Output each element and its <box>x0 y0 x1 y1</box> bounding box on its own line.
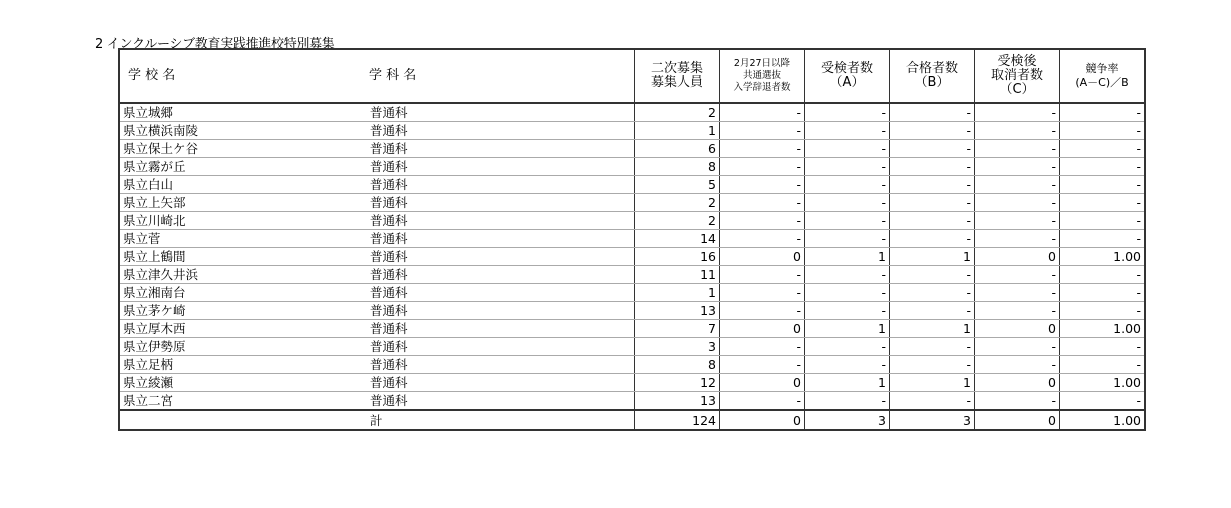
cancelled-cell: - <box>975 356 1060 374</box>
ratio-cell: 1.00 <box>1060 248 1146 266</box>
cancelled-cell: - <box>975 194 1060 212</box>
cancelled-cell: - <box>975 176 1060 194</box>
table-row <box>119 176 1145 194</box>
quota-cell: 13 <box>635 392 720 411</box>
dept-name-cell: 普通科 <box>366 158 635 176</box>
school-name-cell: 県立津久井浜 <box>119 266 366 284</box>
applicants-cell: - <box>805 122 890 140</box>
ratio-cell: - <box>1060 194 1146 212</box>
quota-cell: 2 <box>635 212 720 230</box>
applicants-cell: - <box>805 356 890 374</box>
withdrawn-cell: - <box>720 103 805 122</box>
ratio-cell: - <box>1060 266 1146 284</box>
applicants-cell: - <box>805 230 890 248</box>
ratio-cell: - <box>1060 338 1146 356</box>
school-name-cell: 県立上鶴間 <box>119 248 366 266</box>
table-row <box>119 302 1145 320</box>
applicants-cell: 1 <box>805 374 890 392</box>
cancelled-cell: - <box>975 158 1060 176</box>
total-cell: 0 <box>975 410 1060 430</box>
applicants-cell: - <box>805 158 890 176</box>
quota-cell: 14 <box>635 230 720 248</box>
withdrawn-cell: - <box>720 140 805 158</box>
table-row <box>119 103 1145 122</box>
cancelled-cell: 0 <box>975 248 1060 266</box>
applicants-cell: - <box>805 194 890 212</box>
withdrawn-cell: - <box>720 176 805 194</box>
school-name-cell: 県立綾瀬 <box>119 374 366 392</box>
quota-cell: 12 <box>635 374 720 392</box>
total-cell: 0 <box>720 410 805 430</box>
passed-cell: - <box>890 302 975 320</box>
quota-cell: 2 <box>635 103 720 122</box>
dept-name-cell: 普通科 <box>366 212 635 230</box>
withdrawn-cell: 0 <box>720 374 805 392</box>
passed-cell: - <box>890 230 975 248</box>
table-row <box>119 284 1145 302</box>
table-row <box>119 320 1145 338</box>
quota-cell: 6 <box>635 140 720 158</box>
school-name-cell: 県立伊勢原 <box>119 338 366 356</box>
ratio-cell: - <box>1060 230 1146 248</box>
cancelled-cell: - <box>975 392 1060 411</box>
total-row <box>119 410 1145 430</box>
withdrawn-cell: 0 <box>720 320 805 338</box>
table-row <box>119 194 1145 212</box>
table-row <box>119 392 1145 411</box>
school-name-cell: 県立湘南台 <box>119 284 366 302</box>
withdrawn-cell: - <box>720 194 805 212</box>
withdrawn-cell: - <box>720 266 805 284</box>
cancelled-cell: - <box>975 302 1060 320</box>
ratio-cell: - <box>1060 176 1146 194</box>
table-row <box>119 374 1145 392</box>
total-cell: 124 <box>635 410 720 430</box>
withdrawn-cell: - <box>720 158 805 176</box>
applicants-cell: - <box>805 284 890 302</box>
table-row <box>119 356 1145 374</box>
table-row <box>119 230 1145 248</box>
table-row <box>119 266 1145 284</box>
dept-name-cell: 普通科 <box>366 140 635 158</box>
quota-cell: 5 <box>635 176 720 194</box>
cancelled-cell: - <box>975 266 1060 284</box>
applicants-cell: - <box>805 392 890 411</box>
school-name-cell: 県立茅ケ崎 <box>119 302 366 320</box>
header-passed: 合格者数 （B） <box>890 49 975 103</box>
dept-name-cell: 普通科 <box>366 392 635 411</box>
total-cell: 3 <box>805 410 890 430</box>
dept-name-cell: 普通科 <box>366 176 635 194</box>
applicants-cell: 1 <box>805 320 890 338</box>
dept-name-cell: 普通科 <box>366 248 635 266</box>
cancelled-cell: 0 <box>975 320 1060 338</box>
applicants-cell: - <box>805 176 890 194</box>
school-name-cell: 県立保土ケ谷 <box>119 140 366 158</box>
ratio-cell: - <box>1060 302 1146 320</box>
dept-name-cell: 普通科 <box>366 374 635 392</box>
dept-name-cell: 普通科 <box>366 338 635 356</box>
passed-cell: - <box>890 284 975 302</box>
dept-name-cell: 普通科 <box>366 356 635 374</box>
quota-cell: 13 <box>635 302 720 320</box>
school-name-cell: 県立白山 <box>119 176 366 194</box>
ratio-cell: - <box>1060 356 1146 374</box>
header-row <box>119 49 1145 103</box>
applicants-cell: - <box>805 140 890 158</box>
passed-cell: - <box>890 194 975 212</box>
passed-cell: - <box>890 176 975 194</box>
applicants-cell: - <box>805 302 890 320</box>
cancelled-cell: - <box>975 212 1060 230</box>
table-row <box>119 158 1145 176</box>
header-applicants: 受検者数 （A） <box>805 49 890 103</box>
table-row <box>119 122 1145 140</box>
header-cancelled: 受検後 取消者数 （C） <box>975 49 1060 103</box>
withdrawn-cell: - <box>720 230 805 248</box>
school-name-cell: 県立上矢部 <box>119 194 366 212</box>
school-name-cell: 県立川崎北 <box>119 212 366 230</box>
school-name-cell: 県立霧が丘 <box>119 158 366 176</box>
applicants-cell: - <box>805 103 890 122</box>
dept-name-cell: 普通科 <box>366 122 635 140</box>
cancelled-cell: - <box>975 103 1060 122</box>
quota-cell: 11 <box>635 266 720 284</box>
withdrawn-cell: - <box>720 338 805 356</box>
passed-cell: - <box>890 122 975 140</box>
withdrawn-cell: - <box>720 302 805 320</box>
dept-name-cell: 普通科 <box>366 103 635 122</box>
header-dept: 学 科 名 <box>366 49 635 103</box>
table-row <box>119 338 1145 356</box>
passed-cell: - <box>890 158 975 176</box>
applicants-cell: - <box>805 212 890 230</box>
passed-cell: - <box>890 140 975 158</box>
passed-cell: 1 <box>890 248 975 266</box>
dept-name-cell: 普通科 <box>366 194 635 212</box>
header-ratio: 競争率 (A－C)／B <box>1060 49 1146 103</box>
quota-cell: 7 <box>635 320 720 338</box>
quota-cell: 16 <box>635 248 720 266</box>
table-row <box>119 140 1145 158</box>
withdrawn-cell: - <box>720 356 805 374</box>
school-name-cell: 県立菅 <box>119 230 366 248</box>
school-name-cell: 県立足柄 <box>119 356 366 374</box>
total-cell: 3 <box>890 410 975 430</box>
cancelled-cell: - <box>975 284 1060 302</box>
cancelled-cell: - <box>975 338 1060 356</box>
ratio-cell: - <box>1060 140 1146 158</box>
quota-cell: 8 <box>635 356 720 374</box>
quota-cell: 8 <box>635 158 720 176</box>
ratio-cell: - <box>1060 212 1146 230</box>
header-withdrawn: 2月27日以降 共通選抜 入学辞退者数 <box>720 49 805 103</box>
total-label: 計 <box>366 410 635 430</box>
school-name-cell: 県立二宮 <box>119 392 366 411</box>
withdrawn-cell: - <box>720 212 805 230</box>
cancelled-cell: 0 <box>975 374 1060 392</box>
passed-cell: - <box>890 338 975 356</box>
withdrawn-cell: - <box>720 284 805 302</box>
applicants-cell: 1 <box>805 248 890 266</box>
quota-cell: 3 <box>635 338 720 356</box>
cancelled-cell: - <box>975 140 1060 158</box>
quota-cell: 2 <box>635 194 720 212</box>
quota-cell: 1 <box>635 284 720 302</box>
cancelled-cell: - <box>975 122 1060 140</box>
dept-name-cell: 普通科 <box>366 284 635 302</box>
table-row <box>119 212 1145 230</box>
dept-name-cell: 普通科 <box>366 320 635 338</box>
cancelled-cell: - <box>975 230 1060 248</box>
header-quota: 二次募集 募集人員 <box>635 49 720 103</box>
applicants-cell: - <box>805 338 890 356</box>
ratio-cell: - <box>1060 158 1146 176</box>
dept-name-cell: 普通科 <box>366 266 635 284</box>
total-cell: 1.00 <box>1060 410 1146 430</box>
passed-cell: - <box>890 266 975 284</box>
passed-cell: - <box>890 356 975 374</box>
passed-cell: 1 <box>890 374 975 392</box>
school-name-cell: 県立横浜南陵 <box>119 122 366 140</box>
school-name-cell: 県立厚木西 <box>119 320 366 338</box>
ratio-cell: - <box>1060 392 1146 411</box>
ratio-cell: - <box>1060 122 1146 140</box>
school-name-cell: 県立城郷 <box>119 103 366 122</box>
ratio-cell: 1.00 <box>1060 320 1146 338</box>
ratio-cell: 1.00 <box>1060 374 1146 392</box>
header-school: 学 校 名 <box>119 49 366 103</box>
ratio-cell: - <box>1060 284 1146 302</box>
section-title: 2 インクルーシブ教育実践推進校特別募集 <box>95 37 335 52</box>
applicants-cell: - <box>805 266 890 284</box>
passed-cell: - <box>890 392 975 411</box>
dept-name-cell: 普通科 <box>366 230 635 248</box>
withdrawn-cell: 0 <box>720 248 805 266</box>
dept-name-cell: 普通科 <box>366 302 635 320</box>
passed-cell: - <box>890 103 975 122</box>
passed-cell: 1 <box>890 320 975 338</box>
ratio-cell: - <box>1060 103 1146 122</box>
recruitment-table <box>118 48 1146 431</box>
withdrawn-cell: - <box>720 122 805 140</box>
table-row <box>119 248 1145 266</box>
passed-cell: - <box>890 212 975 230</box>
quota-cell: 1 <box>635 122 720 140</box>
withdrawn-cell: - <box>720 392 805 411</box>
